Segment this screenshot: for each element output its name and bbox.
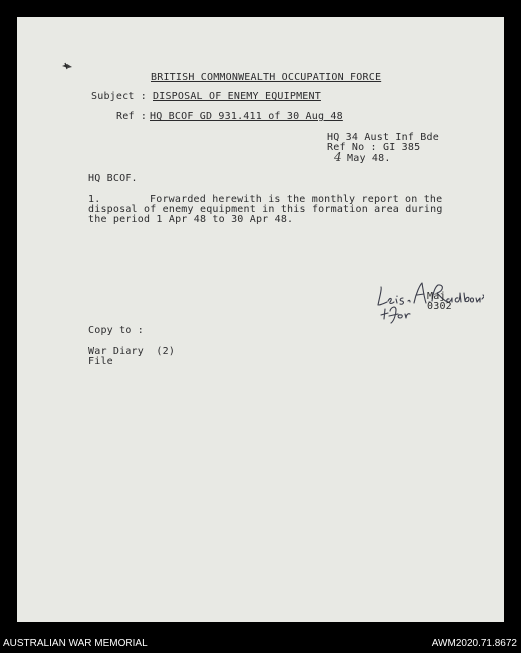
- reference-label: Ref :: [116, 111, 148, 122]
- letter-date: May 48.: [347, 153, 391, 164]
- sender-unit: HQ 34 Aust Inf Bde: [327, 132, 439, 143]
- paragraph-line-2: disposal of enemy equipment in this formation area during: [88, 204, 443, 215]
- reference-value: HQ BCOF GD 931.411 of 30 Aug 48: [150, 111, 343, 122]
- reference-number: Ref No : GI 385: [327, 142, 421, 153]
- subject-value: DISPOSAL OF ENEMY EQUIPMENT: [153, 91, 321, 102]
- paragraph-line-1: Forwarded herewith is the monthly report on the: [150, 194, 443, 205]
- staple-mark-icon: [61, 61, 73, 71]
- subject-label: Subject :: [91, 91, 147, 102]
- copy-recipient-file: File: [88, 356, 113, 367]
- paragraph-number: 1.: [88, 194, 101, 205]
- copy-recipient-war-diary: War Diary (2): [88, 346, 176, 357]
- accession-number: AWM2020.71.8672: [431, 638, 517, 649]
- institution-caption: AUSTRALIAN WAR MEMORIAL: [3, 638, 148, 649]
- addressee: HQ BCOF.: [88, 173, 138, 184]
- signatory-rank: Maj: [427, 291, 446, 302]
- document-heading: BRITISH COMMONWEALTH OCCUPATION FORCE: [151, 72, 382, 83]
- document-page: [17, 17, 504, 622]
- handwritten-day: 4: [334, 150, 342, 164]
- signatory-appointment: 0302: [427, 301, 452, 312]
- copy-to-label: Copy to :: [88, 325, 144, 336]
- paragraph-line-3: the period 1 Apr 48 to 30 Apr 48.: [88, 214, 294, 225]
